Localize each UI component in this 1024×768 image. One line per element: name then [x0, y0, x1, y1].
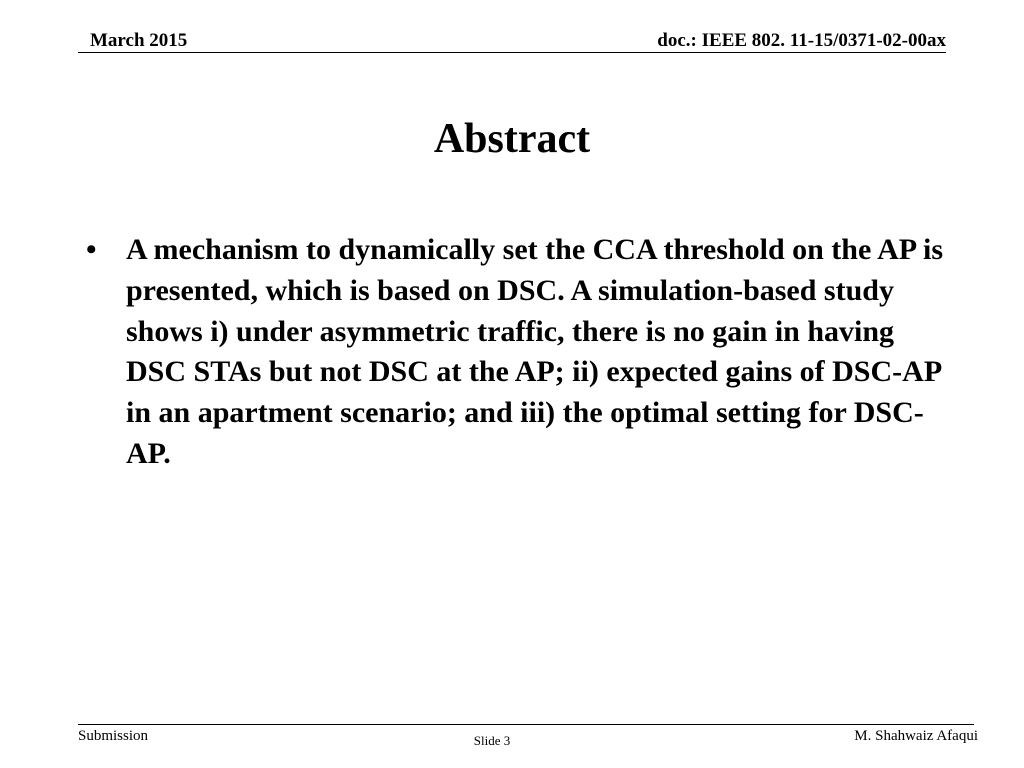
bullet-text: A mechanism to dynamically set the CCA threshold on the AP is presented, which is based on DSC. A simulation-based study shows i) under asymmetric traffic, there is no gain in having DSC STAs but not DSC at the AP; ii) expected gains of DSC-AP in an apartment scenario; and iii) the optimal setting for DSC-AP.	[126, 233, 943, 470]
footer-author: M. Shahwaiz Afaqui	[854, 728, 978, 744]
footer-submission: Submission	[78, 728, 149, 744]
slide-title: Abstract	[433, 116, 591, 162]
header-date: March 2015	[90, 30, 188, 51]
header-doc-id: doc.: IEEE 802. 11-15/0371-02-00ax	[657, 30, 946, 51]
bullet-icon: •	[86, 233, 97, 266]
footer-divider	[78, 724, 974, 725]
bullet-item	[86, 230, 946, 475]
header-divider	[78, 52, 946, 53]
slide-number: Slide 3	[473, 733, 511, 748]
